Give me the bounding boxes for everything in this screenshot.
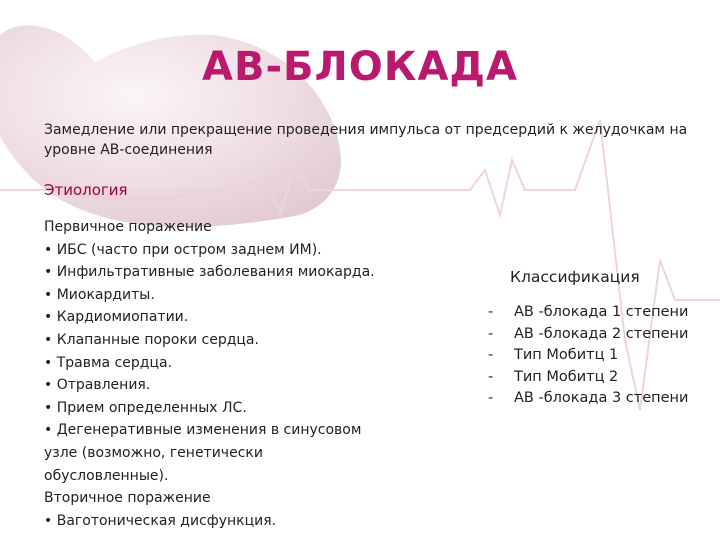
definition-text: Замедление или прекращение проведения импульса от предсердий к желудочкам на уровне АВ-соединения [44,122,688,158]
etiology-line: • Миокардиты. [44,286,155,303]
classification-item [488,367,688,389]
dash-bullet: - [488,347,494,364]
etiology-line: Вторичное поражение [44,490,211,507]
classification-item-label: АВ -блокада 3 степени [514,390,689,407]
etiology-line: • Отравления. [44,377,151,394]
classification-item-label: Тип Мобитц 2 [514,368,619,385]
slide-title: АВ-БЛОКАДА [202,44,518,90]
classification-item [488,345,688,367]
etiology-line: • Клапанные пороки сердца. [44,331,259,348]
etiology-line: обусловленные). [44,467,169,484]
etiology-list [44,216,404,532]
dash-bullet: - [488,325,494,342]
classification-item-label: Тип Мобитц 1 [514,347,619,364]
etiology-line: • Дегенеративные изменения в синусовом [44,422,362,439]
classification-heading: Классификация [510,268,640,286]
classification-item [488,324,688,346]
etiology-line: • Инфильтративные заболевания миокарда. [44,264,375,281]
etiology-line: • Кардиомиопатии. [44,309,189,326]
classification-item [488,388,688,410]
classification-list [488,302,688,410]
classification-item-label: АВ -блокада 2 степени [514,325,689,342]
etiology-line: Первичное поражение [44,219,212,235]
etiology-line: • Травма сердца. [44,354,173,371]
etiology-line: • ИБС (часто при остром заднем ИМ). [44,241,322,258]
etiology-heading: Этиология [44,181,128,199]
classification-item-label: АВ -блокада 1 степени [514,304,689,320]
classification-item [488,302,688,324]
etiology-line: узле (возможно, генетически [44,444,263,461]
dash-bullet: - [488,304,494,320]
etiology-line: • Ваготоническая дисфункция. [44,512,277,529]
dash-bullet: - [488,390,494,407]
dash-bullet: - [488,368,494,385]
etiology-line: • Прием определенных ЛС. [44,399,247,416]
